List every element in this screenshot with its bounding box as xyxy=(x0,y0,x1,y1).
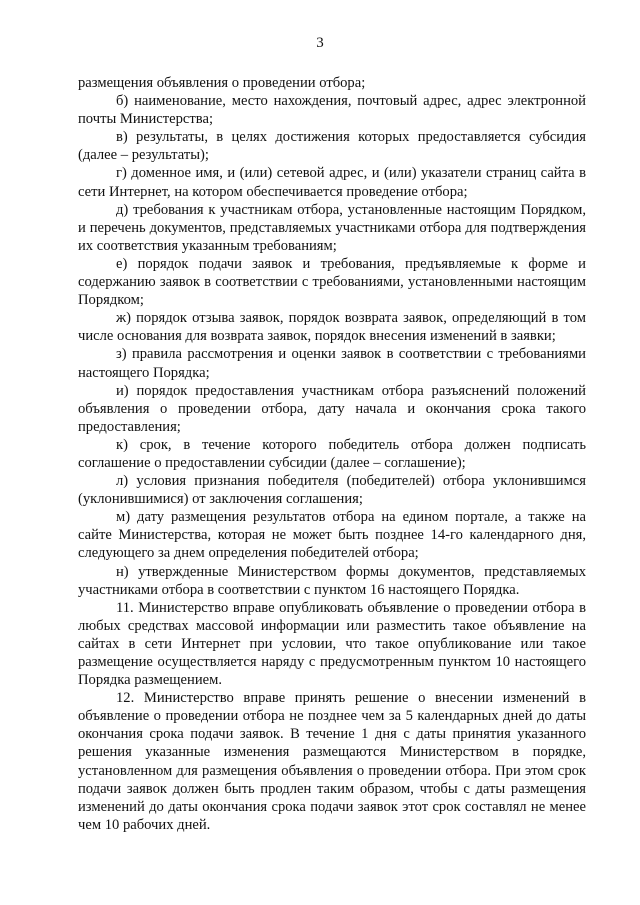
paragraph-item-e: е) порядок подачи заявок и требования, предъявляемые к форме и содержанию заявок в соответствии с требованиями, установленными настоящим Порядком; xyxy=(78,255,586,309)
paragraph-item-b: б) наименование, место нахождения, почтовый адрес, адрес электронной почты Министерства; xyxy=(78,93,586,128)
paragraph-continuation: размещения объявления о проведении отбора; xyxy=(78,75,366,91)
paragraph-item-d: д) требования к участникам отбора, установленные настоящим Порядком, и перечень документов, представляемых участниками отбора для подтверждения их соответствия указанным требованиям; xyxy=(78,201,586,254)
paragraph-item-i: и) порядок предоставления участникам отбора разъяснений положений объявления о проведении отбора, дату начала и окончания срока такого предоставления; xyxy=(78,382,586,435)
page-number: 3 xyxy=(316,35,324,51)
paragraph-clause-12: 12. Министерство вправе принять решение о внесении изменений в объявление о проведении отбора не позднее чем за 5 календарных дней до даты окончания срока подачи заявок. В течение 1 дня с даты принятия указанного решения указанные изменения размещаются Министерством в порядке, установленном для размещения объявления о проведении отбора. При этом срок подачи заявок должен быть продлен таким образом, чтобы с даты размещения изменений до даты окончания срока подачи заявок этот срок составлял не менее чем 10 рабочих дней. xyxy=(78,690,586,833)
paragraph-item-n: н) утвержденные Министерством формы документов, представляемых участниками отбора в соответствии с пунктом 16 настоящего Порядка. xyxy=(78,563,586,598)
document-body xyxy=(78,74,586,834)
paragraph-item-m: м) дату размещения результатов отбора на едином портале, а также на сайте Министерства, которая не может быть позднее 14-го календарного дня, следующего за днем определения победителей отбора; xyxy=(78,509,586,562)
paragraph-item-g: г) доменное имя, и (или) сетевой адрес, и (или) указатели страниц сайта в сети Интернет, на котором обеспечивается проведение отбора; xyxy=(78,165,586,200)
paragraph-item-z: з) правила рассмотрения и оценки заявок в соответствии с требованиями настоящего Порядка; xyxy=(78,346,586,381)
paragraph-item-l: л) условия признания победителя (победителей) отбора уклонившимся (уклонившимися) от заключения соглашения; xyxy=(78,473,586,508)
paragraph-item-k: к) срок, в течение которого победитель отбора должен подписать соглашение о предоставлении субсидии (далее – соглашение); xyxy=(78,436,586,471)
paragraph-item-zh: ж) порядок отзыва заявок, порядок возврата заявок, определяющий в том числе основания для возврата заявок, порядок внесения изменений в заявки; xyxy=(78,310,586,345)
paragraph-item-v: в) результаты, в целях достижения которых предоставляется субсидия (далее – результаты); xyxy=(78,129,586,164)
paragraph-clause-11: 11. Министерство вправе опубликовать объявление о проведении отбора в любых средствах массовой информации или разместить такое объявление на сайтах в сети Интернет при условии, что такое опубликование или такое размещение осуществляется наряду с предусмотренным пунктом 10 настоящего Порядка размещением. xyxy=(78,599,586,689)
